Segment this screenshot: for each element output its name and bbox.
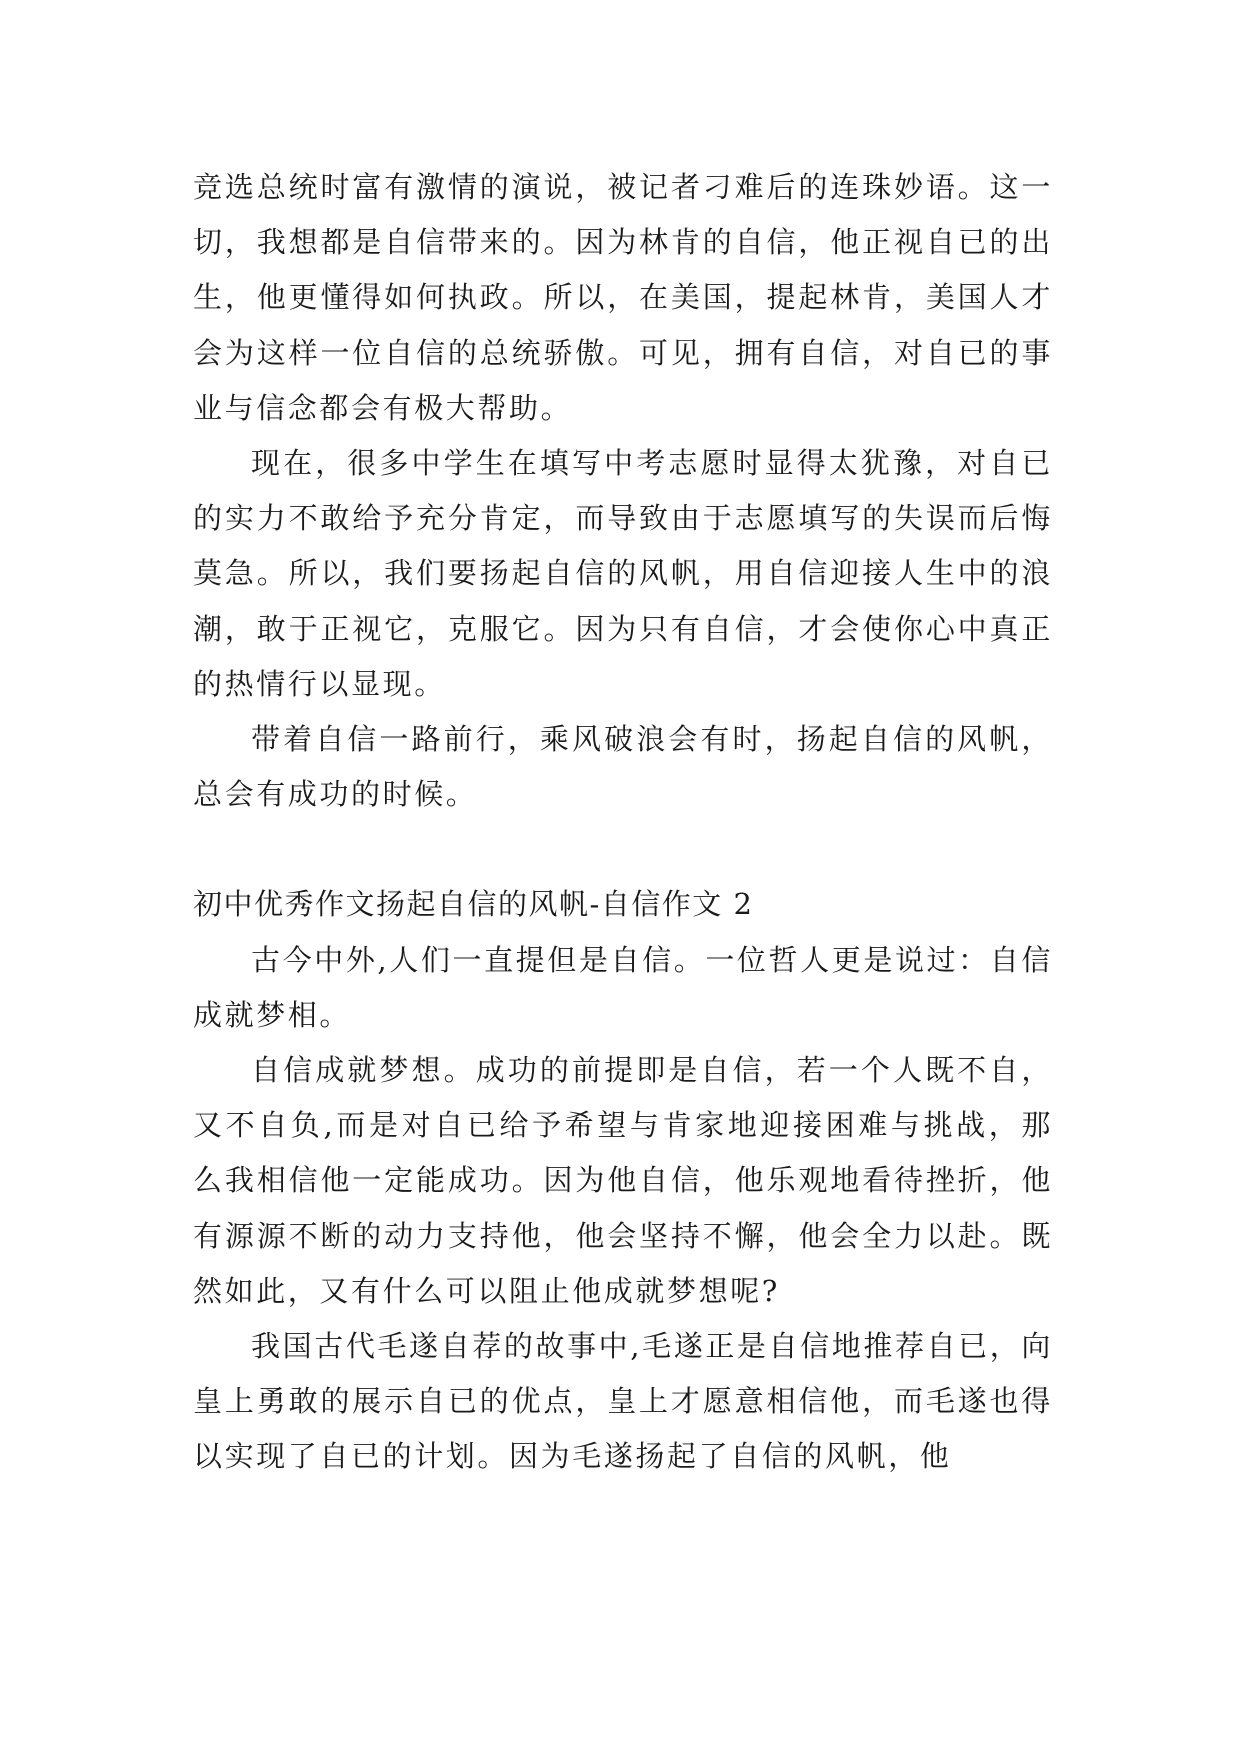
paragraph-mao-sui: 我国古代毛遂自荐的故事中,毛遂正是自信地推荐自已，向皇上勇敢的展示自已的优点，皇上才愿意相信他，而毛遂也得以实现了自已的计划。因为毛遂扬起了自信的风帆，他 xyxy=(193,1329,1053,1474)
section-gap xyxy=(193,822,1053,877)
paragraph-intro: 古今中外,人们一直提但是自信。一位哲人更是说过：自信成就梦相。 xyxy=(193,942,1053,1032)
paragraph-students: 现在，很多中学生在填写中考志愿时显得太犹豫，对自已的实力不敢给予充分肯定，而导致由于志愿填写的失误而后悔莫急。所以，我们要扬起自信的风帆，用自信迎接人生中的浪潮，敢于正视它，克服它。因为只有自信，才会使你心中真正的热情行以显现。 xyxy=(193,446,1053,701)
paragraph-lincoln-continued: 竞选总统时富有激情的演说，被记者刁难后的连珠妙语。这一切，我想都是自信带来的。因为林肯的自信，他正视自已的出生，他更懂得如何执政。所以，在美国，提起林肯，美国人才会为这样一位自信的总统骄傲。可见，拥有自信，对自已的事业与信念都会有极大帮助。 xyxy=(193,170,1053,425)
paragraph-dream: 自信成就梦想。成功的前提即是自信，若一个人既不自，又不自负,而是对自已给予希望与肯家地迎接困难与挑战，那么我相信他一定能成功。因为他自信，他乐观地看待挫折，他有源源不断的动力支持他，他会坚持不懈，他会全力以赴。既然如此，又有什么可以阻止他成就梦想呢? xyxy=(193,1053,1053,1308)
paragraph-conclusion: 带着自信一路前行，乘风破浪会有时，扬起自信的风帆，总会有成功的时候。 xyxy=(193,722,1053,812)
section-title: 初中优秀作文扬起自信的风帆-自信作文 2 xyxy=(193,887,754,922)
document-body xyxy=(193,160,1053,1485)
